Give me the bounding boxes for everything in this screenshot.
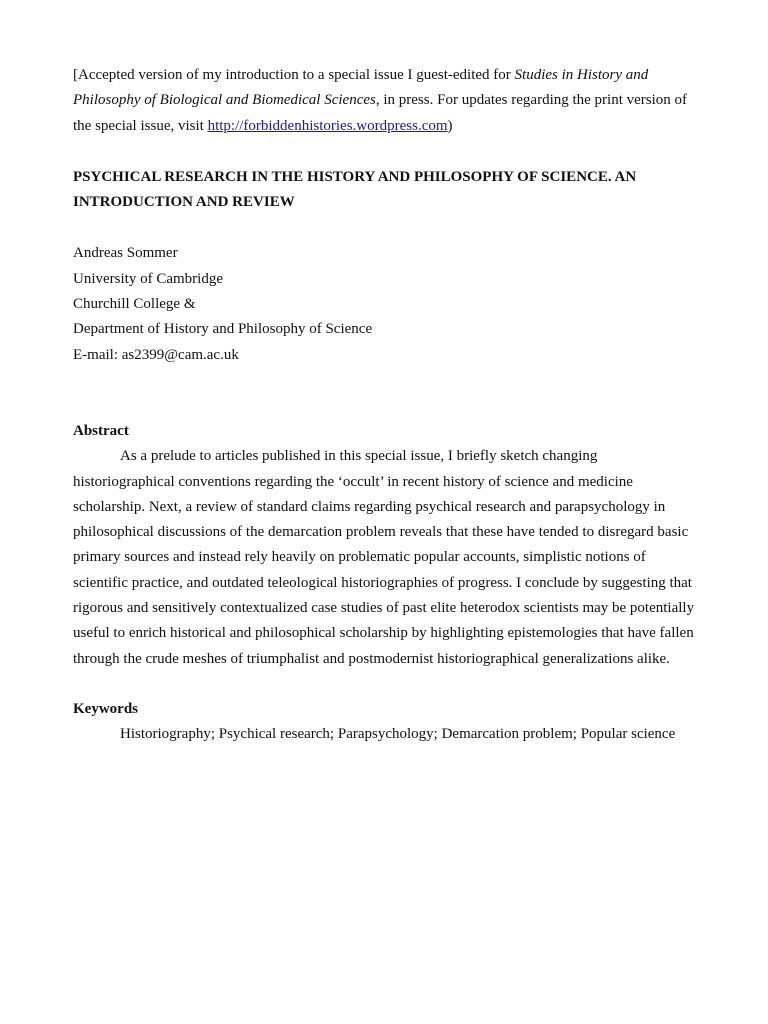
blog-link[interactable]: http://forbiddenhistories.wordpress.com <box>207 117 448 134</box>
journal-title: Studies in History and Philosophy of Biological and Biomedical Sciences <box>73 67 649 109</box>
abstract-heading: Abstract <box>73 422 129 439</box>
author-affiliation-college: Churchill College & <box>73 296 196 313</box>
author-name: Andreas Sommer <box>73 245 178 262</box>
author-affiliation-university: University of Cambridge <box>73 270 223 287</box>
note-prefix: [Accepted version of my introduction to a special issue I guest-edited for <box>73 67 515 83</box>
author-email: E-mail: as2399@cam.ac.uk <box>73 346 239 363</box>
document-page <box>73 63 701 748</box>
author-block <box>73 241 701 367</box>
abstract-text: As a prelude to articles published in this special issue, I briefly sketch changing historiographical conventions regarding the ‘occult’ in recent history of science and medicine scholarship. Next, a review of standard claims regarding psychical research and parapsychology in philosophical discussions of the demarcation problem reveals that these have tended to disregard basic primary sources and instead rely heavily on problematic popular accounts, simplistic notions of scientific practice, and outdated teleological historiographies of progress. I conclude by suggesting that rigorous and sensitively contextualized case studies of past elite heterodox scientists may be potentially useful to enrich historical and philosophical scholarship by highlighting epistemologies that have fallen through the crude meshes of triumphalist and postmodernist historiographical generalizations alike. <box>73 448 695 667</box>
keywords-heading: Keywords <box>73 700 138 717</box>
author-affiliation-department: Department of History and Philosophy of Science <box>73 321 373 338</box>
note-middle: , in press. For updates regarding the print version of the special issue, visit <box>73 92 688 134</box>
paper-title: PSYCHICAL RESEARCH IN THE HISTORY AND PHILOSOPHY OF SCIENCE. AN INTRODUCTION AND REVIEW <box>73 168 637 211</box>
keywords-text: Historiography; Psychical research; Parapsychology; Demarcation problem; Popular science <box>120 726 676 743</box>
note-suffix: ) <box>447 117 453 134</box>
publication-note <box>73 63 701 139</box>
